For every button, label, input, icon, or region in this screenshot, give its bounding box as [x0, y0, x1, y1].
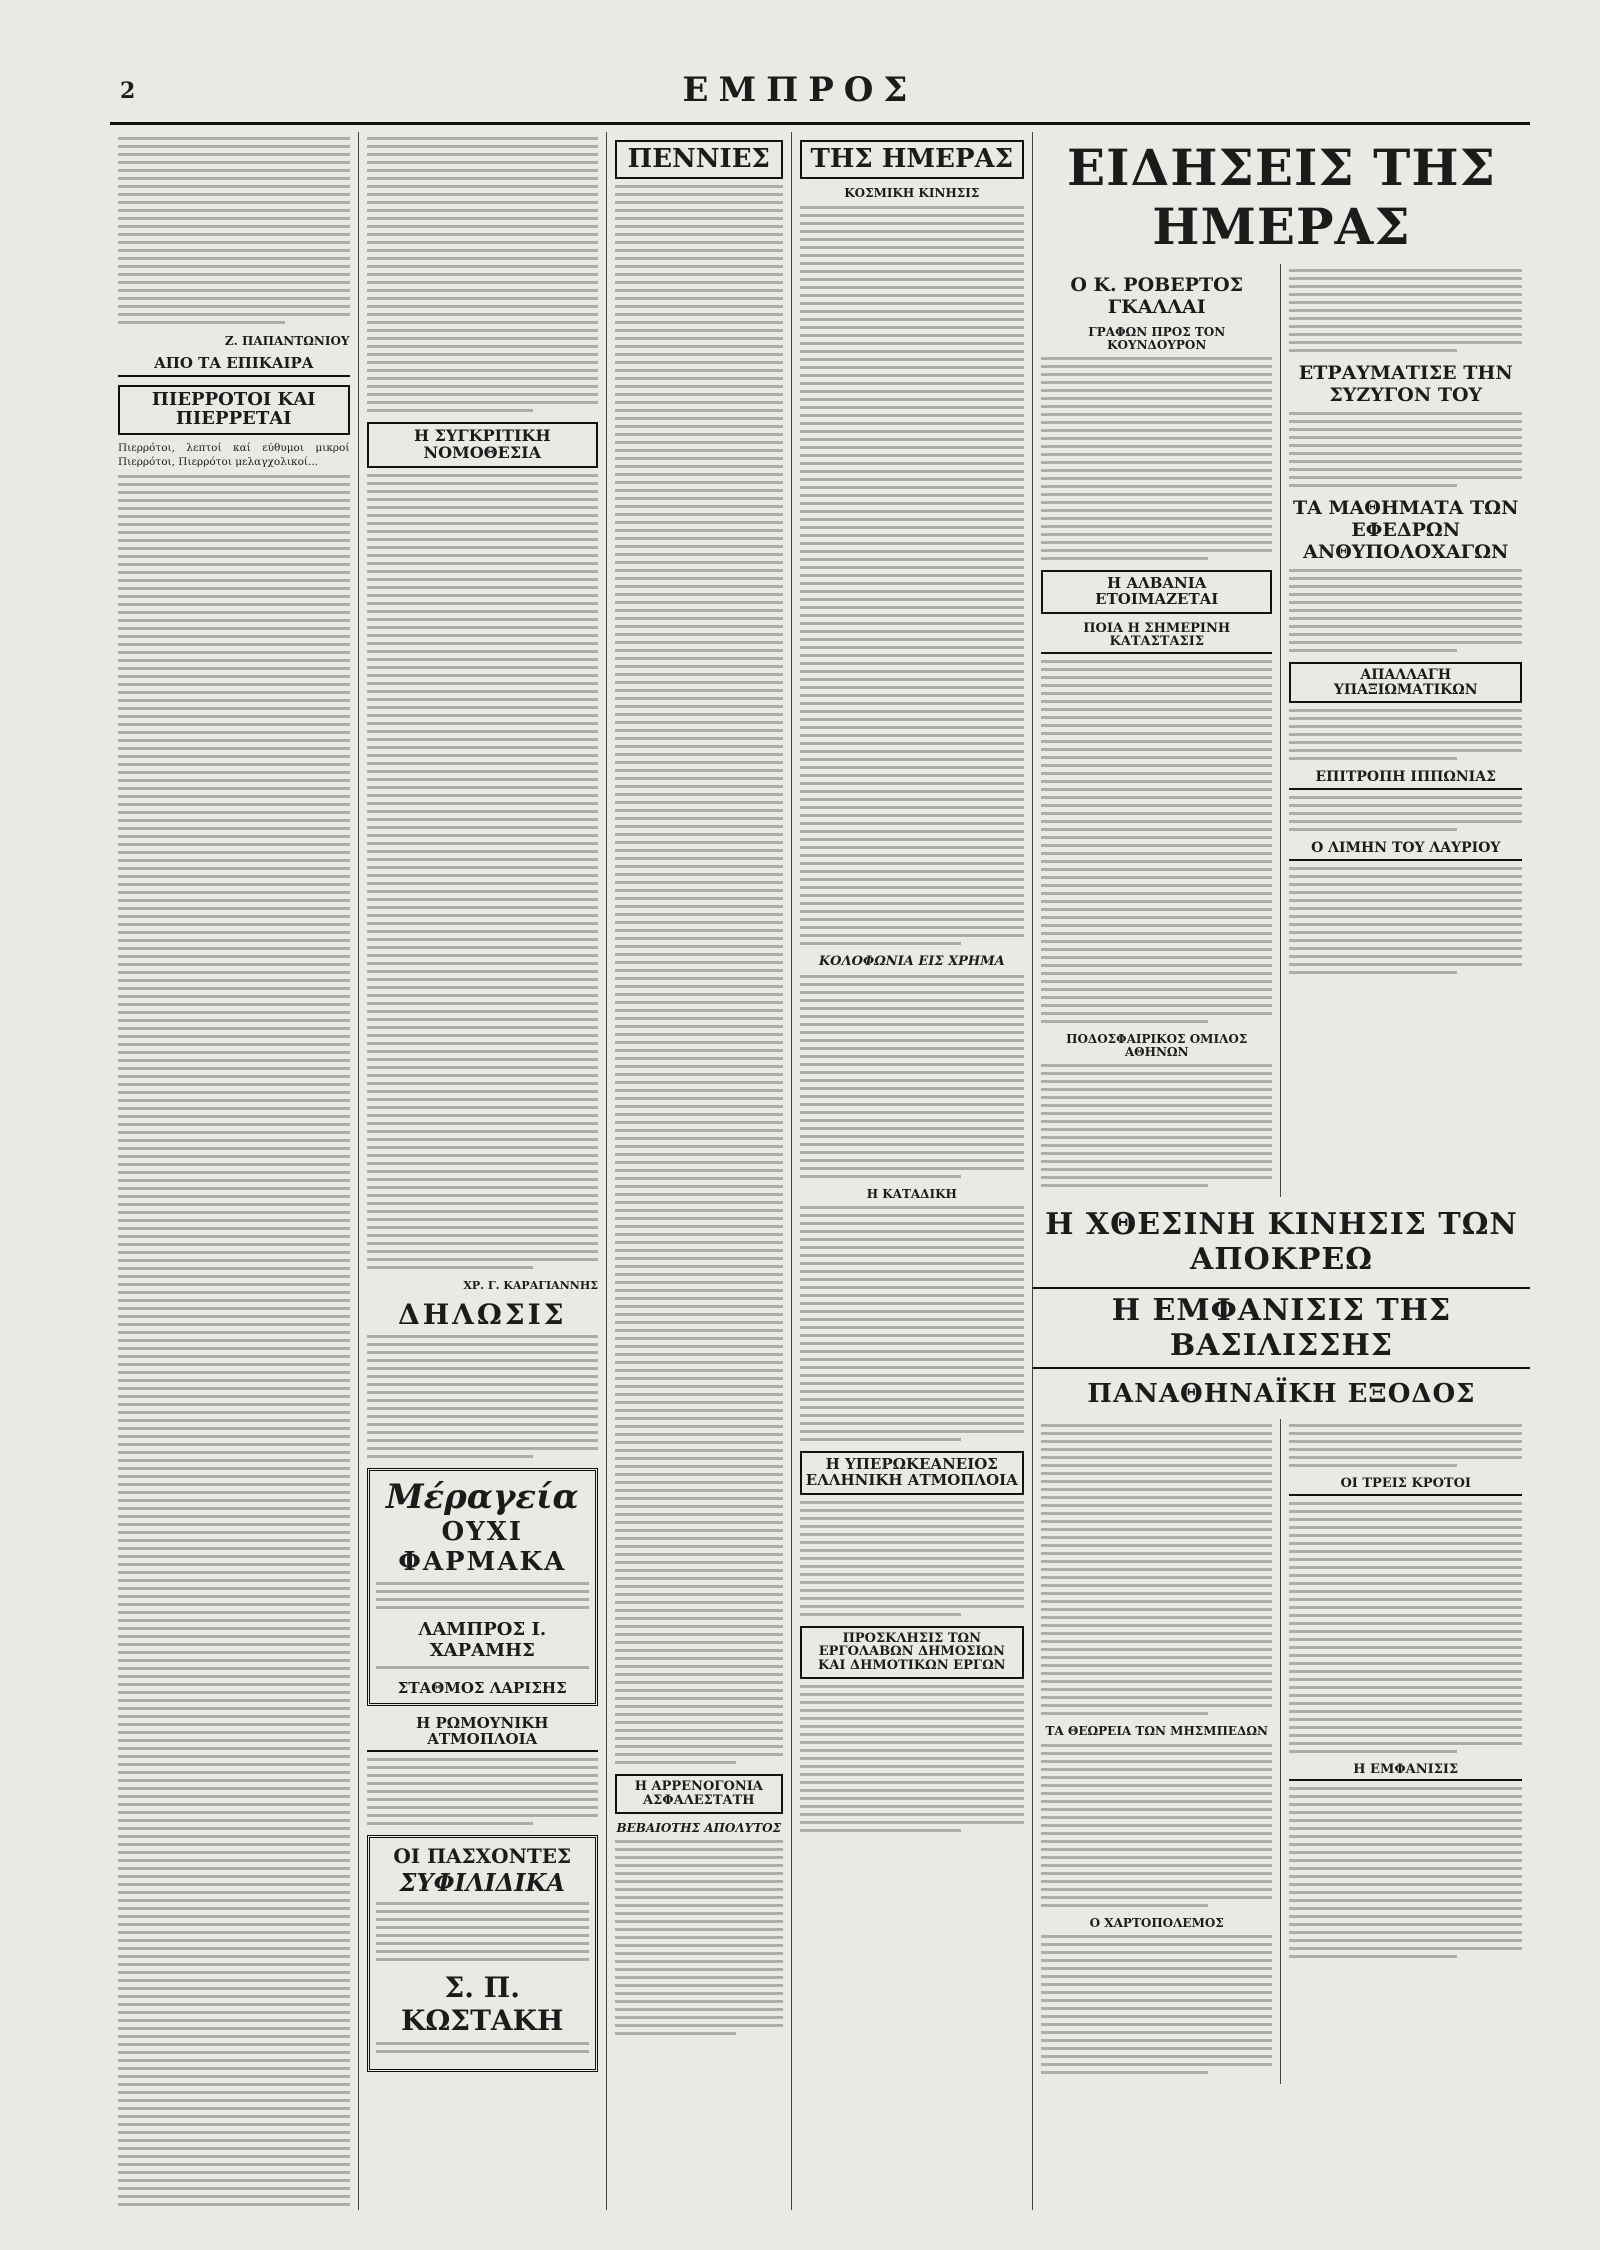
column-1 — [110, 132, 359, 2210]
news-subcolumns — [1033, 1419, 1530, 2084]
column-3 — [607, 132, 792, 2210]
story-headline: ΤΑ ΜΑΘΗΜΑΤΑ ΤΩΝ ΕΦΕΔΡΩΝ ΑΝΘΥΠΟΛΟΧΑΓΩΝ — [1293, 497, 1519, 563]
subsection-title: ΚΟΣΜΙΚΗ ΚΙΝΗΣΙΣ — [844, 186, 980, 201]
advertisement — [367, 1835, 599, 2072]
masthead-rule — [110, 122, 1530, 125]
masthead: ΕΜΠΡΟΣ — [682, 70, 918, 110]
body-text — [800, 206, 1024, 945]
body-text — [367, 137, 599, 412]
byline: Ζ. ΠΑΠΑΝΤΩΝΙΟΥ — [224, 334, 350, 348]
sub-headline: Ο ΧΑΡΤΟΠΟΛΕΜΟΣ — [1089, 1915, 1224, 1930]
body-text — [118, 475, 350, 2210]
news-subcolumn-right — [1281, 264, 1530, 1197]
story-headline: Ο Κ. ΡΟΒΕΡΤΟΣ ΓΚΑΛΛΑΙ — [1070, 274, 1244, 318]
ad-title: ΟΙ ΠΑΣΧΟΝΤΕΣ — [393, 1844, 572, 1869]
article-headline: Η ΣΥΓΚΡΙΤΙΚΗ ΝΟΜΟΘΕΣΙΑ — [367, 422, 599, 468]
sub-headline: ΤΑ ΘΕΩΡΕΙΑ ΤΩΝ ΜΗΣΜΠΕΔΩΝ — [1045, 1724, 1269, 1739]
ad-name: Σ. Π. ΚΩΣΤΑΚΗ — [401, 1971, 564, 2038]
body-text — [800, 975, 1024, 1178]
column-headline: ΤΗΣ ΗΜΕΡΑΣ — [800, 140, 1024, 179]
ad-place: ΣΤΑΘΜΟΣ ΛΑΡΙΣΗΣ — [397, 1678, 567, 1697]
notice-title: ΔΗΛΩΣΙΣ — [397, 1297, 567, 1331]
ad-title: ΠΡΟΣΚΛΗΣΙΣ ΤΩΝ ΕΡΓΟΛΑΒΩΝ ΔΗΜΟΣΙΩΝ ΚΑΙ ΔΗΜΟΤΙΚΩΝ ΕΡΓΩΝ — [800, 1626, 1024, 1679]
article-headline: ΠΙΕΡΡΟΤΟΙ ΚΑΙ ΠΙΕΡΡΕΤΑΙ — [118, 385, 350, 435]
advertisement — [367, 1468, 599, 1706]
body-text — [118, 137, 350, 324]
wide-headline: Η ΧΘΕΣΙΝΗ ΚΙΝΗΣΙΣ ΤΩΝ ΑΠΟΚΡΕΩ — [1045, 1207, 1518, 1278]
body-text — [367, 474, 599, 1269]
item-title: Η ΚΑΤΑΔΙΚΗ — [866, 1186, 957, 1201]
section-banner: ΕΙΔΗΣΕΙΣ ΤΗΣ ΗΜΕΡΑΣ — [1067, 138, 1496, 256]
wide-headline: Η ΕΜΦΑΝΙΣΙΣ ΤΗΣ ΒΑΣΙΛΙΣΣΗΣ — [1033, 1287, 1530, 1369]
story-headline: Ο ΛΙΜΗΝ ΤΟΥ ΛΑΥΡΙΟΥ — [1289, 841, 1522, 861]
ad-subtitle: ΣΥΦΙΛΙΔΙΚΑ — [399, 1868, 565, 1898]
section-title: ΑΠΟ ΤΑ ΕΠΙΚΑΙΡΑ — [118, 356, 350, 377]
news-subcolumn-left — [1033, 1419, 1282, 2084]
ad-name: ΛΑΜΠΡΟΣ Ι. ΧΑΡΑΜΗΣ — [418, 1618, 547, 1661]
body-text — [367, 1335, 599, 1458]
sub-headline: Η ΕΜΦΑΝΙΣΙΣ — [1289, 1763, 1522, 1782]
story-subheadline: ΓΡΑΦΩΝ ΠΡΟΣ ΤΟΝ ΚΟΥΝΔΟΥΡΟΝ — [1088, 325, 1226, 352]
ad-title: Μέραγεία — [385, 1476, 579, 1517]
column-5 — [1033, 132, 1530, 2210]
ad-title: Η ΑΡΡΕΝΟΓΟΝΙΑ ΑΣΦΑΛΕΣΤΑΤΗ — [615, 1774, 783, 1813]
ad-title: Η ΡΩΜΟΥΝΙΚΗ ΑΤΜΟΠΛΟΙΑ — [367, 1716, 599, 1753]
body-text — [615, 1840, 783, 2035]
sub-headline: ΟΙ ΤΡΕΙΣ ΚΡΟΤΟΙ — [1289, 1477, 1522, 1496]
story-headline: ΠΟΔΟΣΦΑΙΡΙΚΟΣ ΟΜΙΛΟΣ ΑΘΗΝΩΝ — [1066, 1031, 1248, 1059]
columns — [110, 132, 1530, 2210]
story-headline: ΑΠΑΛΛΑΓΗ ΥΠΑΞΙΩΜΑΤΙΚΩΝ — [1289, 662, 1522, 703]
story-headline: ΕΠΙΤΡΟΠΗ ΙΠΠΩΝΙΑΣ — [1289, 770, 1522, 790]
story-subheadline: ΠΟΙΑ Η ΣΗΜΕΡΙΝΗ ΚΑΤΑΣΤΑΣΙΣ — [1041, 622, 1273, 654]
news-subcolumn-right — [1281, 1419, 1530, 2084]
story-headline: ΕΤΡΑΥΜΑΤΙΣΕ ΤΗΝ ΣΥΖΥΓΟΝ ΤΟΥ — [1298, 362, 1513, 406]
news-subcolumns — [1033, 264, 1530, 1197]
body-text — [615, 185, 783, 1764]
body-text — [800, 1685, 1024, 1832]
column-2 — [359, 132, 608, 2210]
page-number: 2 — [120, 78, 136, 104]
ad-subtitle: ΒΕΒΑΙΟΤΗΣ ΑΠΟΛΥΤΟΣ — [616, 1820, 782, 1835]
item-title: ΚΟΛΟΦΩΝΙΑ ΕΙΣ ΧΡΗΜΑ — [818, 953, 1005, 969]
ad-subtitle: ΟΥΧΙ ΦΑΡΜΑΚΑ — [398, 1516, 567, 1577]
body-text — [800, 1206, 1024, 1441]
story-headline: Η ΑΛΒΑΝΙΑ ΕΤΟΙΜΑΖΕΤΑΙ — [1041, 570, 1273, 614]
body-text — [800, 1501, 1024, 1616]
ad-title: Η ΥΠΕΡΩΚΕΑΝΕΙΟΣ ΕΛΛΗΝΙΚΗ ΑΤΜΟΠΛΟΙΑ — [800, 1451, 1024, 1495]
article-excerpt: Πιερρότοι, λεπτοί καί εύθυμοι μικροί Πιερρότοι, Πιερρότοι μελαγχολικοί... — [118, 441, 350, 468]
wide-headline: ΠΑΝΑΘΗΝΑΪΚΗ ΕΞΟΔΟΣ — [1087, 1379, 1476, 1410]
news-subcolumn-left — [1033, 264, 1282, 1197]
column-headline: ΠΕΝΝΙΕΣ — [615, 140, 783, 179]
column-4 — [792, 132, 1033, 2210]
signature: ΧΡ. Γ. ΚΑΡΑΓΙΑΝΝΗΣ — [463, 1278, 598, 1292]
